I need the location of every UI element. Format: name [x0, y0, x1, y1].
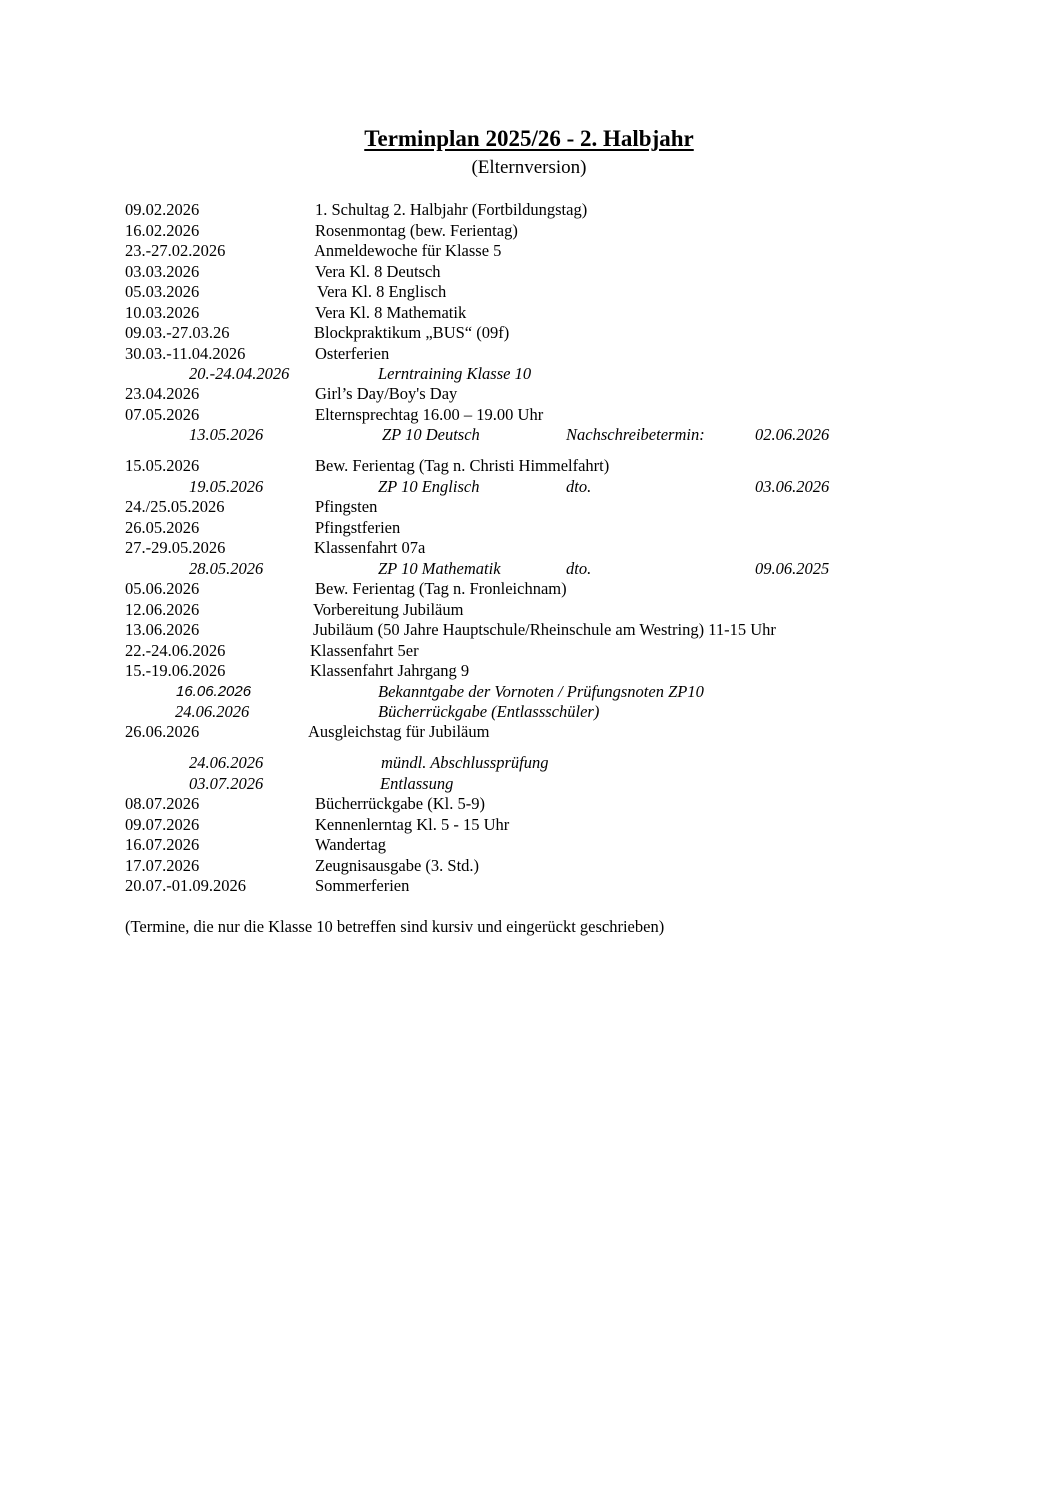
- entry-event: Wandertag: [315, 835, 387, 854]
- entry-date: 05.06.2026: [125, 579, 200, 598]
- entry-event: Klassenfahrt 07a: [314, 538, 426, 557]
- entry-event: Girl’s Day/Boy's Day: [315, 384, 458, 403]
- list-item: [0, 518, 1058, 538]
- entry-date: 03.07.2026: [189, 774, 264, 793]
- entry-event: ZP 10 Deutsch: [382, 425, 480, 444]
- entry-event: Osterferien: [315, 344, 390, 363]
- entry-note-date: 09.06.2025: [755, 559, 830, 578]
- list-item: [0, 722, 1058, 742]
- entry-event: Vera Kl. 8 Englisch: [317, 282, 447, 301]
- page-subtitle: (Elternversion): [471, 157, 587, 178]
- list-item-class10: [0, 753, 1058, 773]
- entry-event: Bew. Ferientag (Tag n. Christi Himmelfahrt): [315, 456, 610, 475]
- list-item-class10: [0, 477, 1058, 497]
- entry-event: Bücherrückgabe (Kl. 5-9): [315, 794, 485, 813]
- entry-date: 07.05.2026: [125, 405, 200, 424]
- entry-date: 13.06.2026: [125, 620, 200, 639]
- list-item-class10: [0, 702, 1058, 722]
- entry-date: 23.-27.02.2026: [125, 241, 226, 260]
- entry-event: Vera Kl. 8 Deutsch: [315, 262, 441, 281]
- list-item: [0, 600, 1058, 620]
- entry-event: Vera Kl. 8 Mathematik: [315, 303, 467, 322]
- entry-event: Klassenfahrt Jahrgang 9: [310, 661, 470, 680]
- entry-event: Lerntraining Klasse 10: [378, 364, 532, 383]
- list-item: [0, 456, 1058, 476]
- entry-event: Ausgleichstag für Jubiläum: [308, 722, 490, 741]
- entry-event: Jubiläum (50 Jahre Hauptschule/Rheinschule am Westring) 11-15 Uhr: [313, 620, 776, 639]
- entry-event: Pfingsten: [315, 497, 378, 516]
- footer-note: (Termine, die nur die Klasse 10 betreffen sind kursiv und eingerückt geschrieben): [125, 917, 665, 936]
- entry-date: 16.07.2026: [125, 835, 200, 854]
- entry-date: 08.07.2026: [125, 794, 200, 813]
- entry-date: 20.-24.04.2026: [189, 364, 290, 383]
- entry-event: Bekanntgabe der Vornoten / Prüfungsnoten ZP10: [378, 682, 704, 701]
- entry-date: 16.06.2026: [176, 683, 252, 700]
- entry-date: 09.03.-27.03.26: [125, 323, 230, 342]
- entry-date: 22.-24.06.2026: [125, 641, 226, 660]
- list-item: [0, 303, 1058, 323]
- entry-event: Vorbereitung Jubiläum: [313, 600, 464, 619]
- list-item: [0, 241, 1058, 261]
- entry-date: 23.04.2026: [125, 384, 200, 403]
- list-item: [0, 856, 1058, 876]
- entry-date: 26.05.2026: [125, 518, 200, 537]
- list-item: [0, 538, 1058, 558]
- list-item-class10: [0, 559, 1058, 579]
- entry-date: 09.07.2026: [125, 815, 200, 834]
- list-item: [0, 221, 1058, 241]
- page-title: Terminplan 2025/26 - 2. Halbjahr: [364, 126, 694, 151]
- entry-event: ZP 10 Mathematik: [378, 559, 501, 578]
- entry-date: 30.03.-11.04.2026: [125, 344, 246, 363]
- list-item: [0, 815, 1058, 835]
- entry-date: 09.02.2026: [125, 200, 200, 219]
- list-item: [0, 794, 1058, 814]
- entry-date: 10.03.2026: [125, 303, 200, 322]
- list-item: [0, 384, 1058, 404]
- entry-note-date: 02.06.2026: [755, 425, 830, 444]
- entry-event: Zeugnisausgabe (3. Std.): [315, 856, 480, 875]
- list-item-class10: [0, 774, 1058, 794]
- list-item: [0, 262, 1058, 282]
- entry-date: 05.03.2026: [125, 282, 200, 301]
- list-item: [0, 641, 1058, 661]
- list-item: [0, 620, 1058, 640]
- list-item-class10: [0, 364, 1058, 384]
- list-item-class10: [0, 425, 1058, 445]
- list-item-class10: [0, 682, 1058, 702]
- entry-date: 26.06.2026: [125, 722, 200, 741]
- entry-event: mündl. Abschlussprüfung: [381, 753, 549, 772]
- entry-date: 24./25.05.2026: [125, 497, 225, 516]
- entry-event: Anmeldewoche für Klasse 5: [314, 241, 502, 260]
- entry-date: 17.07.2026: [125, 856, 200, 875]
- entry-note: Nachschreibetermin:: [566, 425, 705, 444]
- entry-date: 27.-29.05.2026: [125, 538, 226, 557]
- list-item: [0, 876, 1058, 896]
- entry-event: Kennenlerntag Kl. 5 - 15 Uhr: [315, 815, 510, 834]
- list-item: [0, 405, 1058, 425]
- entry-event: Klassenfahrt 5er: [310, 641, 419, 660]
- entry-date: 24.06.2026: [189, 753, 264, 772]
- entry-event: Pfingstferien: [315, 518, 401, 537]
- entry-date: 20.07.-01.09.2026: [125, 876, 246, 895]
- list-item: [0, 282, 1058, 302]
- entry-event: Bew. Ferientag (Tag n. Fronleichnam): [315, 579, 567, 598]
- entry-date: 15.05.2026: [125, 456, 200, 475]
- list-item: [0, 661, 1058, 681]
- list-item: [0, 579, 1058, 599]
- entry-note: dto.: [566, 477, 592, 496]
- list-item: [0, 835, 1058, 855]
- entry-date: 16.02.2026: [125, 221, 200, 240]
- entry-date: 15.-19.06.2026: [125, 661, 226, 680]
- entry-event: Entlassung: [380, 774, 454, 793]
- entry-event: Elternsprechtag 16.00 – 19.00 Uhr: [315, 405, 544, 424]
- entry-date: 28.05.2026: [189, 559, 264, 578]
- entry-date: 24.06.2026: [175, 702, 250, 721]
- list-item: [0, 200, 1058, 220]
- list-item: [0, 323, 1058, 343]
- entry-event: ZP 10 Englisch: [378, 477, 480, 496]
- entry-date: 03.03.2026: [125, 262, 200, 281]
- entry-date: 13.05.2026: [189, 425, 264, 444]
- entry-note: dto.: [566, 559, 592, 578]
- entry-date: 12.06.2026: [125, 600, 200, 619]
- entry-date: 19.05.2026: [189, 477, 264, 496]
- list-item: [0, 497, 1058, 517]
- entry-event: 1. Schultag 2. Halbjahr (Fortbildungstag): [315, 200, 588, 219]
- entry-event: Rosenmontag (bew. Ferientag): [315, 221, 518, 240]
- entry-event: Sommerferien: [315, 876, 410, 895]
- entry-event: Blockpraktikum „BUS“ (09f): [314, 323, 510, 342]
- list-item: [0, 344, 1058, 364]
- entry-note-date: 03.06.2026: [755, 477, 830, 496]
- entry-event: Bücherrückgabe (Entlassschüler): [378, 702, 600, 721]
